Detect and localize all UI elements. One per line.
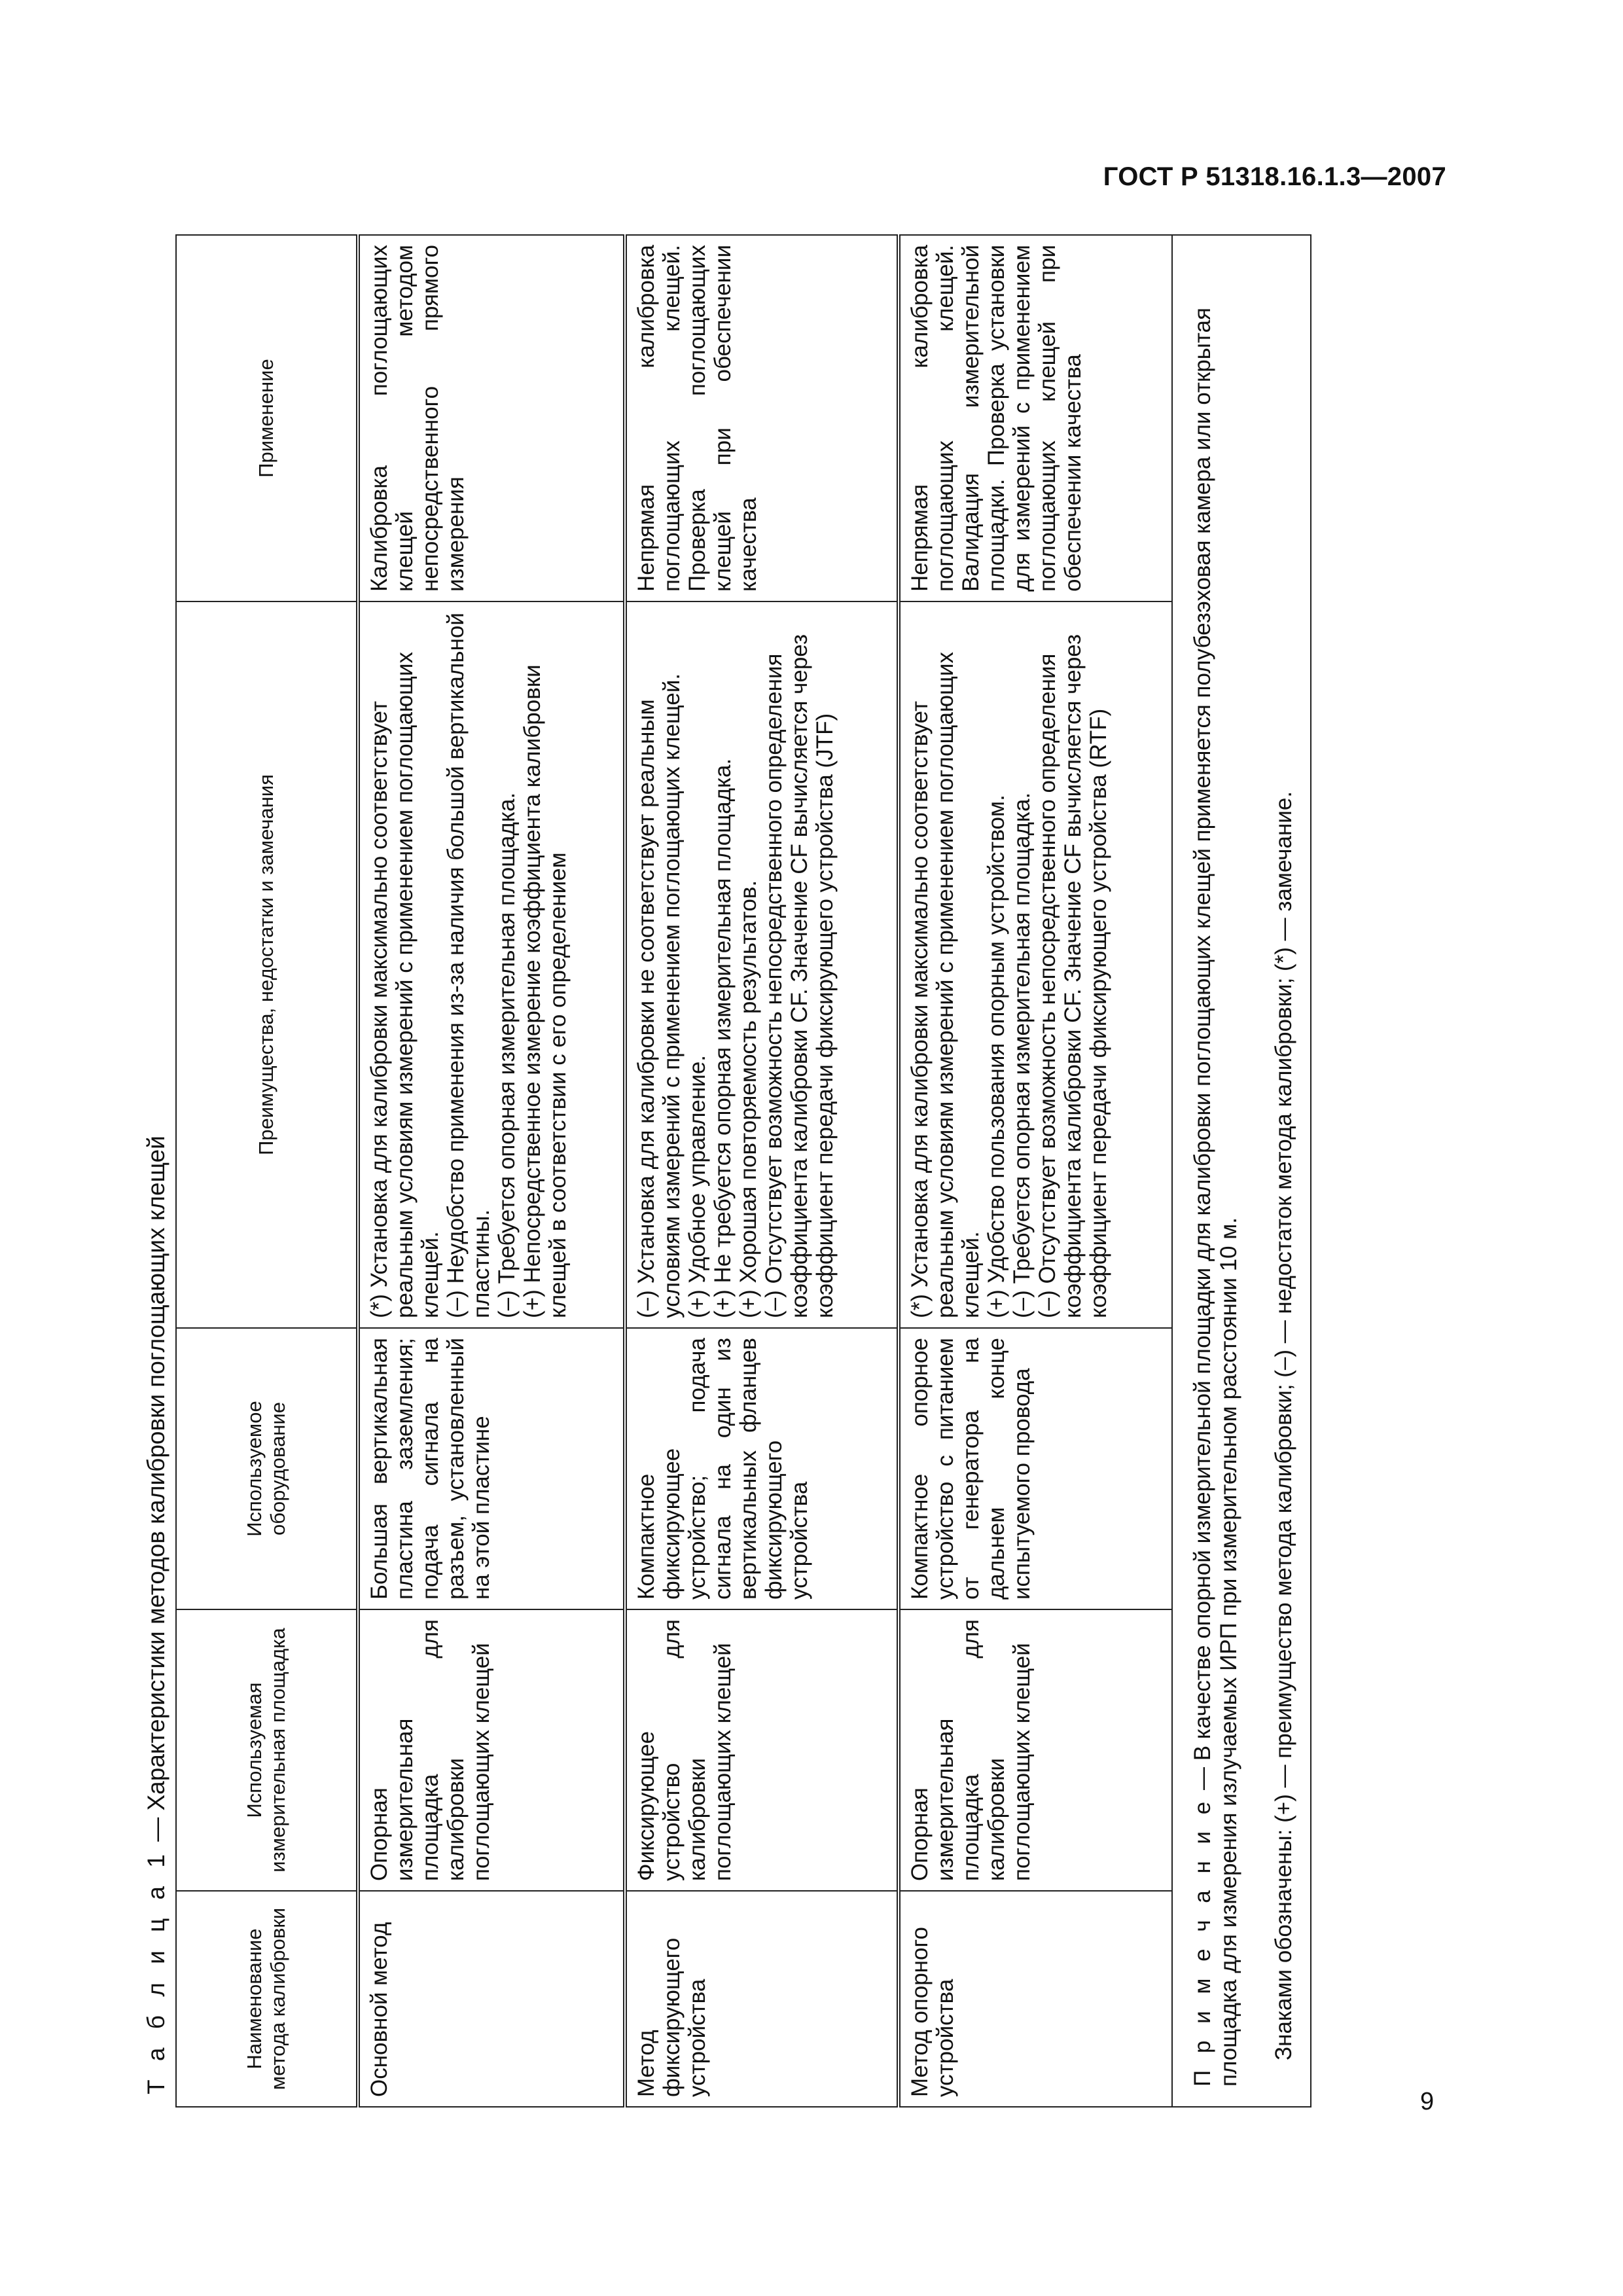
note-paragraph [1190,255,1242,2087]
cell-equipment: Компактное фиксирующее устройство; подача сигнала на один из вертикальных фланцев фиксирующего устройства [625,1328,899,1609]
note-line: (*) Установка для калибровки максимально соответствует реальным условиям измерений с применением поглощающих клещей. [366,651,443,1318]
cell-site: Опорная измерительная площадка для калибровки поглощающих клещей [899,1609,1172,1891]
table-note [1172,235,1311,2107]
cell-notes [358,601,625,1328]
table-header-row [176,235,358,2107]
note-line: (+) Хорошая повторяемость результатов. [736,880,761,1318]
cell-application: Непрямая калибровка поглощающих клещей. Проверка поглощающих клещей при обеспечении качества [625,235,899,601]
cell-equipment: Компактное опорное устройство с питанием от генератора на дальнем конце испытуемого провода [899,1328,1172,1609]
cell-method: Основной метод [358,1891,625,2107]
page-number: 9 [1420,2088,1435,2115]
table-row [899,235,1172,2107]
note-line: (–) Неудобство применения из-за наличия большой вертикальной пластины. [443,613,494,1318]
cell-site: Фиксирующее устройство для калибровки поглощающих клещей [625,1609,899,1891]
note-line: (–) Отсутствует возможность непосредственного определения коэффициента калибровки CF. Значение CF вычисляется через коэффициент передачи фиксирующего устройства (RTF) [1035,634,1111,1318]
note-label: П р и м е ч а н и е [1190,1796,1215,2087]
table-caption [143,1136,170,2094]
standard-designation: ГОСТ Р 51318.16.1.3—2007 [1103,162,1446,191]
note-line: (+) Непосредственное измерение коэффициента калибровки клещей в соответствии с его определением [520,664,571,1318]
note-line: (+) Удобство пользования опорным устройством. [984,795,1009,1318]
cell-notes [899,601,1172,1328]
rotated-table-block [144,236,1440,2108]
header-site: Используемая измерительная площадка [176,1609,358,1891]
note-line: (+) Не требуется опорная измерительная площадка. [710,758,736,1318]
header-equipment: Используемое оборудование [176,1328,358,1609]
note-line: (*) Установка для калибровки максимально соответствует реальным условиям измерений с применением поглощающих клещей. [907,651,984,1318]
cell-notes [625,601,899,1328]
cell-application: Калибровка поглощающих клещей методом непосредственного прямого измерения [358,235,625,601]
note-line: (–) Отсутствует возможность непосредственного определения коэффициента калибровки CF. Значение CF вычисляется через коэффициент передачи фиксирующего устройства (JTF) [761,634,838,1318]
table-row [358,235,625,2107]
header-method: Наименование метода калибровки [176,1891,358,2107]
table-caption-text: — Характеристики методов калибровки поглощающих клещей [143,1136,169,1842]
signs-legend: Знаками обозначены: (+) — преимущество метода калибровки; (–) — недостаток метода калибровки; (*) — замечание. [1271,791,1296,2060]
cell-application: Непрямая калибровка поглощающих клещей. Валидация измерительной площадки. Проверка установки для измерений с применением поглощающих клещей при обеспечении качества [899,235,1172,601]
note-line: (+) Удобное управление. [685,1054,710,1318]
note-line: (–) Требуется опорная измерительная площадка. [1009,792,1035,1318]
note-text: — В качестве опорной измерительной площадки для калибровки поглощающих клещей применяется полубезэховая камера или открытая площадка для измерения излучаемых ИРП при измерительном расстоянии 10 м. [1190,308,1241,2087]
cell-method: Метод фиксирующего устройства [625,1891,899,2107]
header-notes: Преимущества, недостатки и замечания [176,601,358,1328]
header-application: Применение [176,235,358,601]
note-line: (–) Установка для калибровки не соответствует реальным условиям измерений с применением поглощающих клещей. [633,673,685,1318]
calibration-methods-table [175,234,1311,2108]
cell-method: Метод опорного устройства [899,1891,1172,2107]
cell-site: Опорная измерительная площадка для калибровки поглощающих клещей [358,1609,625,1891]
table-caption-label: Т а б л и ц а 1 [143,1848,169,2094]
cell-equipment: Большая вертикальная пластина заземления; подача сигнала на разъем, установленный на этой пластине [358,1328,625,1609]
note-line: (–) Требуется опорная измерительная площадка. [494,792,520,1318]
table-note-row [1172,235,1311,2107]
table-row [625,235,899,2107]
